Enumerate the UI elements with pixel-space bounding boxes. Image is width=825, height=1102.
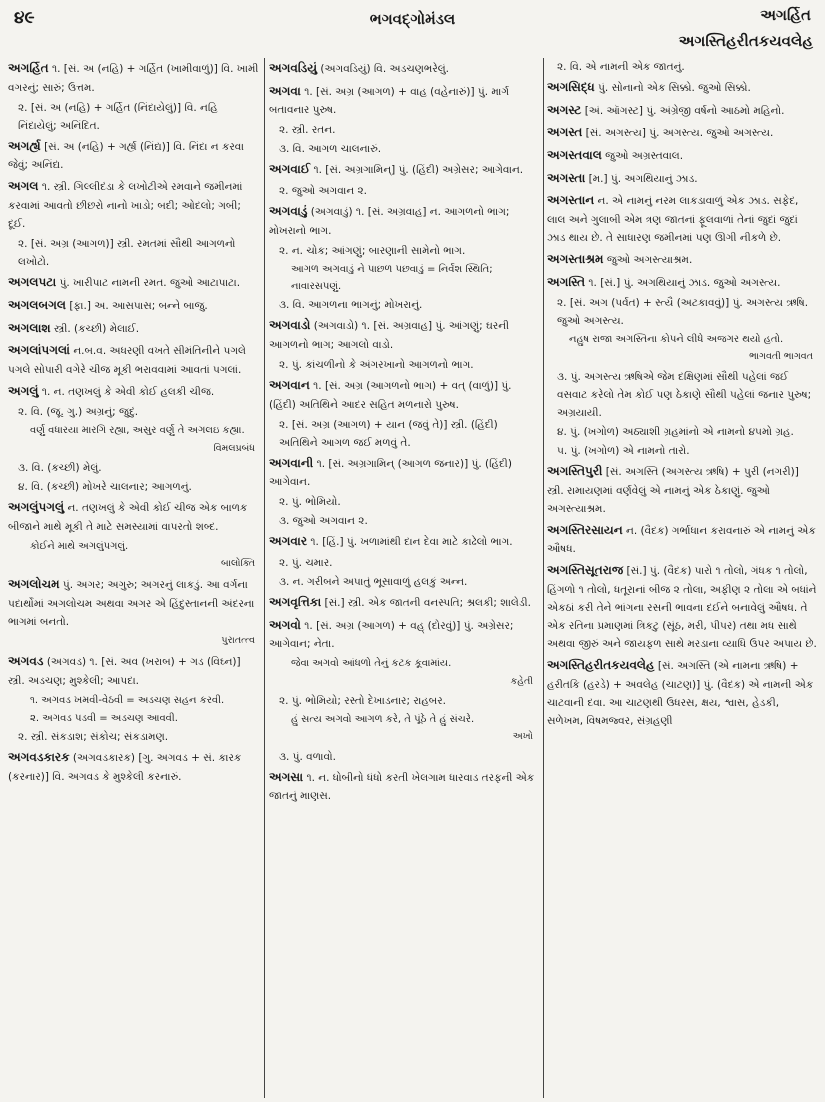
- definition-text: જુઓ અગસ્ત્યાશ્રમ.: [606, 253, 693, 266]
- definition-text: જુઓ અગ્રસ્તવાલ.: [605, 149, 684, 162]
- sense-line: ૨. [સં. અગ્ર (આગળ)] સ્ત્રી. રમતમાં સૌથી આગળનો લખોટો.: [18, 238, 236, 269]
- definition-text: [સં.] પું. (વૈદક) પારો ૧ તોલો, ગંધક ૧ તોલો, હિંગળો ૧ તોલો, ધતૂરાનાં બીજ ૨ તોલા, અફીણ ૨ તોલા એ બધાંને એકઠાં કરી તેને ભાંગના રસની ભાવના દઈને બનાવેલું ઔષધ. તે એક રતિના પ્રમાણમાં ત્રિકટુ (સૂંઠ, મરી, પીપર) તથા મધ સાથે અથવા જીરું અને જાયફળ સાથે મરડાના વ્યાધિ ઉપર અપાય છે.: [547, 565, 817, 651]
- headword: અગર્હ્ય: [8, 138, 41, 153]
- definition-text: [સં. અગસ્તિ (અગસ્ત્ય ઋષિ) + પુરી (નગરી)] સ્ત્રી. રામાયણમાં વર્ણવેલું એ નામનું એક ઠેકાણું. જુઓ અગસ્ત્યાશ્રમ.: [547, 465, 799, 515]
- sense-line: ૨. સ્ત્રી. સંકડાશ; સંકોચ; સંકડામણ.: [18, 731, 169, 744]
- definition-text: ન. એ નામનું નરમ લાકડાવાળું એક ઝાડ. સફેદ, લાલ અને ગુલાબી એમ ત્રણ જાતનાં ફૂલવાળાં તેનાં જુદાં જુદાં ઝાડ થાય છે. તે સાધારણ જમીનમાં પણ ઊગી નીકળે છે.: [547, 195, 799, 244]
- headword: અગવડ: [8, 654, 44, 669]
- sense-line: ૨. વિ. (જૂ. ગુ.) અગ્રનું; જુદું.: [18, 406, 139, 419]
- sense-line: ૨. સ્ત્રી. રતન.: [279, 124, 336, 137]
- headword: અગલુંપગલું: [8, 500, 65, 515]
- headword: અગસિદ્ધ: [547, 80, 595, 95]
- definition-text: [સં. અ (નહિ) + ગર્હ્ય (નિંદ્ય)] વિ. નિંદા ન કરવા જેવું; અનિંદ્ય.: [8, 140, 244, 172]
- headword: અગસ્તિહરીતકયવલેહ: [547, 658, 655, 673]
- sense-line: ૨. પું. ચમાર.: [279, 557, 333, 570]
- definition-text: ૧. [સં. અગ્ર (આગળ) + વહ્ (દોરવું)] પું. અગ્રેસર; આગેવાન; નેતા.: [269, 619, 514, 651]
- definition-text: ૧. [સં. અ (નહિ) + ગર્હિત (ખામીવાળું)] વિ. ખામી વગરનું; સારું; ઉત્તમ.: [8, 63, 259, 94]
- headword: અગવૃત્તિકા: [269, 595, 322, 610]
- definition-text: [ફા.] અ. આસપાસ; બન્ને બાજુ.: [69, 299, 208, 312]
- definition-text: ન. (વૈદક) ગર્ભાધાન કરાવનારું એ નામનું એક ઔષધ.: [547, 524, 816, 556]
- dictionary-entry: [269, 81, 537, 120]
- definition-text: [મ.] પું. અગથિયાનું ઝાડ.: [588, 172, 698, 185]
- headword: અગસ્ત: [547, 125, 583, 140]
- headword: અગલું: [8, 383, 39, 398]
- headword: અગસ્ટ: [547, 102, 582, 117]
- headword: અગર્હિત: [8, 61, 49, 75]
- headword: અગવાર: [269, 534, 308, 549]
- column-1: [8, 58, 259, 1098]
- definition-text: પું. ખારીપાટ નામની રમત. જુઓ આટાપાટા.: [59, 277, 241, 290]
- sense-line: ૨. વિ. એ નામની એક જાતનું.: [557, 61, 685, 73]
- definition-text: ૧. સ્ત્રી. ગિલ્લીદંડા કે લખોટીએ રમવાને જમીનમાં કરવામાં આવતો છીછરો નાનો ખાડો; બદી; ઓદલો; ગબી; દૂઈ.: [8, 181, 243, 231]
- dictionary-entry: [547, 520, 817, 559]
- definition-text: ૧. [સં. અગ્રગામિન્] પું. (હિંદી) અગ્રેસર; આગેવાન.: [313, 164, 524, 177]
- sense-line: ૩. વિ. આગળ ચાલનારું.: [279, 143, 382, 156]
- headword: અગસ્તાન: [547, 193, 595, 208]
- quote-source: કહેતી: [510, 675, 533, 687]
- definition-text: સ્ત્રી. (કચ્છી) મેલાઈ.: [54, 322, 140, 335]
- headword: અગસ્તા: [547, 170, 586, 185]
- example-quote: જેવા અગવો આંધળો તેનું કટક કૂવામાંય.: [291, 658, 452, 670]
- definition-text: ૧. [સં. અગ્રગામિન્ (આગળ જનાર)] પું. (હિંદી) આગેવાન.: [269, 457, 512, 489]
- headword: અગલપટા: [8, 275, 57, 290]
- sense-line: ૩. જુઓ અગવાન ૨.: [279, 515, 368, 528]
- dictionary-entry: [8, 381, 259, 402]
- headword: અગસ્તાશ્રમ: [547, 251, 604, 266]
- dictionary-entry: [8, 318, 259, 339]
- definition-text: પું. સોનાનો એક સિક્કો. જુઓ સિક્કો.: [598, 82, 751, 95]
- dictionary-entry: [8, 58, 259, 97]
- headword: અગલાંપગલાં: [8, 343, 70, 358]
- dictionary-entry: [8, 136, 259, 175]
- column-2: [269, 58, 537, 1098]
- dictionary-entry: [8, 295, 259, 316]
- headword: અગવડિયું: [269, 61, 318, 75]
- sense-line: ૩. ન. ગરીબને અપાતું ભૂસાવાળું હલકું અન્ન.: [279, 576, 468, 589]
- dictionary-entry: [269, 159, 537, 180]
- guide-word-last: અગસ્તિહરીતકયવલેહ: [678, 32, 813, 50]
- sense-line: ૩. વિ. આગળના ભાગનું; મોખરાનું.: [279, 299, 423, 312]
- headword: અગસ્તિસૂતરાજ: [547, 563, 624, 578]
- headword: અગવાઈ: [269, 162, 311, 177]
- example-quote: નહુષ રાજા અગસ્તિના કોપને લીધે અજગર થયો હતો.: [569, 334, 784, 346]
- dictionary-entry: [8, 176, 259, 233]
- definition-text: [અં. ઑગસ્ટ] પું. અંગ્રેજી વર્ષનો આઠમો મહિનો.: [584, 104, 785, 117]
- dictionary-entry: [8, 340, 259, 379]
- quote-source: બાલોક્તિ: [221, 557, 255, 569]
- definition-text: ૧. [હિં.] પું. ખળામાંથી દાન દેવા માટે કાઢેલો ભાગ.: [310, 536, 513, 549]
- definition-text: ૧. [સં. અગ્ર (આગળ) + વાહ (વહેનારું)] પું. માર્ગ બતાવનાર પુરુષ.: [269, 85, 510, 117]
- quote-source: વિમલપ્રબંધ: [213, 442, 255, 454]
- dictionary-entry: [8, 747, 259, 786]
- headword: અગસ્તિપુરી: [547, 463, 603, 478]
- definition-text: ન.બ.વ. અધરણી વખતે સીમંતિનીને પગલે પગલે સોપારી વગેરે ચીજ મૂકી ભરાવવામાં આવતાં પગલાં.: [8, 345, 246, 376]
- definition-text: [સં.] સ્ત્રી. એક જાતની વનસ્પતિ; શ્રલકી; શાલેડી.: [324, 597, 531, 610]
- sense-line: ૩. પું. અગસ્ત્ય ઋષિએ જેમ દક્ષિણમાં સૌથી પહેલાં જઈ વસવાટ કરેલો તેમ કોઈ પણ ઠેકાણે સૌથી પહેલાં જનાર પુરુષ; અગ્રયાયી.: [557, 370, 812, 419]
- quote-source: પુરાતત્ત્વ: [221, 634, 255, 646]
- definition-text: ૧. ન. તણખલું કે એવી કોઈ હલકી ચીજ.: [41, 385, 215, 398]
- dictionary-entry: [269, 615, 537, 654]
- headword: અગવાની: [269, 455, 314, 470]
- example-quote: કોઈને માથે અગલુંપગલું.: [30, 540, 129, 552]
- headword: અગવાન: [269, 377, 310, 392]
- quote-source: અખો: [512, 731, 533, 743]
- definition-text: (અગવડકારક) [ગુ. અગવડ + સં. કારક (કરનાર)] વિ. અગવડ કે મુશ્કેલી કરનારું.: [8, 752, 242, 784]
- definition-text: (અગવડ) ૧. [સં. અવ (ખરાબ) + ગડ (વિઘ્ન)] સ્ત્રી. અડચણ; મુશ્કેલી; આપદા.: [8, 656, 241, 687]
- dictionary-entry: [547, 122, 817, 143]
- sense-line: ૨. પું. ભોમિયો; રસ્તો દેખાડનાર; રાહબર.: [279, 694, 446, 707]
- definition-text: (અગવડિયું) વિ. અડચણભરેલું.: [320, 63, 450, 75]
- sense-line: ૫. પું. (ખગોળ) એ નામનો તારો.: [557, 444, 690, 457]
- sense-line: ૩. પું. વળાવો.: [279, 750, 336, 763]
- dictionary-entry: [8, 497, 259, 536]
- page-number: ૪૯: [14, 8, 35, 28]
- sense-line: ૨. પું. કાંચળીનો કે અંગરખાનો આગળનો ભાગ.: [279, 358, 474, 371]
- dictionary-entry: [547, 77, 817, 98]
- definition-text: (અગવાડો) ૧. [સં. અગ્રવાહ] પું. આંગણું; ઘરની આગળનો ભાગ; આગલો વાડો.: [269, 320, 510, 351]
- definition-text: ન. તણખલું કે એવી કોઈ ચીજ એક બાળક બીજાને માથે મૂકી તે માટે સમસ્યામાં વાપરતો શબ્દ.: [8, 502, 248, 533]
- definition-text: ૧. ન. ધોબીનો ધંધો કરતી ખેલગામ ધારવાડ તરફની એક જાતનું માણસ.: [269, 771, 535, 803]
- headword: અગસ્તિ: [547, 274, 586, 289]
- definition-text: [સં. અગસ્તિ (એ નામના ઋષિ) + હરીતકિ (હરડે) + અવલેહ (ચાટણ)] પું. (વૈદક) એ નામની એક ચાટવાની દવા. આ ચાટણથી ઉધરસ, ક્ષય, શ્વાસ, હેડકી, સળેખમ, વિષમજ્વર, સંગ્રહણી: [547, 660, 814, 727]
- dictionary-entry: [269, 767, 537, 806]
- headword: અગવાડું: [269, 204, 308, 219]
- dictionary-entry: [547, 461, 817, 518]
- dictionary-entry: [269, 315, 537, 354]
- dictionary-entry: [269, 201, 537, 240]
- dictionary-entry: [547, 100, 817, 121]
- example-quote: ૧. અગવડ ખમવી-વેઠવી = અડચણ સહન કરવી.: [30, 694, 225, 706]
- dictionary-entry: [547, 168, 817, 189]
- example-quote: વર્ણુ વધારયા મારગિ રહ્યા, અસુર વર્ણુ તે અગલઇ કહ્યા.: [30, 425, 245, 437]
- definition-text: (અગવાડું) ૧. [સં. અગ્રવાહ] ન. આગળનો ભાગ; મોખરાનો ભાગ.: [269, 206, 510, 237]
- dictionary-entry: [8, 651, 259, 690]
- sense-line: ૨. [સં. અ (નહિ) + ગર્હિત (નિંદાયેલું)] વિ. નહિ નિંદાયેલું; અનિંદિત.: [18, 101, 218, 132]
- headword: અગલાશ: [8, 320, 51, 335]
- example-quote: ૨. અગવડ પડવી = અડચણ આવવી.: [30, 713, 178, 725]
- dictionary-entry: [547, 190, 817, 247]
- dictionary-entry: [547, 145, 817, 166]
- dictionary-entry: [269, 58, 537, 79]
- sense-line: ૩. વિ. (કચ્છી) મેલું.: [18, 461, 102, 474]
- example-quote: આગળ અગવાડું ને પાછળ પછવાડું = નિર્વંશ સ્થિતિ; નાવારસપણું.: [291, 263, 493, 292]
- headword: અગવડકારક: [8, 750, 70, 765]
- quote-source: ભાગવતી ભાગવત: [749, 351, 813, 363]
- headword: અગવાડો: [269, 318, 311, 333]
- headword: અગવો: [269, 617, 301, 632]
- dictionary-entry: [269, 531, 537, 552]
- example-quote: હું સત્ય અગવો આગળ કરે, તે પૂંઠે તે હું સંચરે.: [291, 714, 475, 726]
- sense-line: ૪. પું. (ખગોળ) અઠ્યાશી ગ્રહમાંનો એ નામનો ૪૫મો ગ્રહ.: [557, 425, 794, 438]
- headword: અગસ્તવાલ: [547, 147, 602, 162]
- dictionary-entry: [547, 249, 817, 270]
- headword: અગસા: [269, 769, 304, 784]
- dictionary-entry: [547, 272, 817, 293]
- dictionary-entry: [269, 375, 537, 414]
- dictionary-entry: [8, 574, 259, 631]
- sense-line: ૪. વિ. (કચ્છી) મોખરે ચાલનાર; આગળનું.: [18, 481, 192, 494]
- sense-line: ૨. પું. ભોમિયો.: [279, 496, 341, 509]
- dictionary-entry: [269, 592, 537, 613]
- headword: અગલબગલ: [8, 297, 66, 312]
- definition-text: [સં. અગસ્ત્ય] પું. અગસ્ત્ય. જુઓ અગસ્ત્ય.: [585, 127, 774, 140]
- running-title: ભગવદ્ગોમંડલ: [369, 10, 456, 28]
- sense-line: ૨. [સં. અગ (પર્વત) + સ્ત્યૈ (અટકાવવું)] પું. અગસ્ત્ય ઋષિ. જુઓ અગસ્ત્ય.: [557, 297, 809, 328]
- headword: અગલોચમ: [8, 577, 60, 592]
- sense-line: ૨. [સં. અગ્ર (આગળ) + યાન (જવું તે)] સ્ત્રી. (હિંદી) અતિથિને આગળ જઈ મળવું તે.: [279, 418, 498, 449]
- dictionary-entry: [269, 453, 537, 492]
- dictionary-entry: [8, 272, 259, 293]
- sense-line: ૨. જુઓ અગવાન ૨.: [279, 185, 367, 198]
- definition-text: ૧. [સં.] પું. અગથિયાનું ઝાડ. જુઓ અગસ્ત્ય.: [588, 276, 781, 289]
- column-3: [547, 58, 817, 1098]
- dictionary-entry: [547, 560, 817, 653]
- guide-word-first: અગર્હિત: [760, 6, 811, 24]
- sense-line: ૨. ન. ચોક; આંગણું; બારણાની સામેનો ભાગ.: [279, 244, 466, 257]
- definition-text: પું. અગર; અગુરુ; અગરનું લાકડું. આ વર્ગના પદાર્થોમાં અગલોચમ અથવા અગર એ હિંદુસ્તાનની અંદરના ભાગમાં બનતો.: [8, 579, 255, 628]
- headword: અગવા: [269, 83, 301, 98]
- headword: અગલ: [8, 179, 39, 194]
- headword: અગસ્તિરસાયન: [547, 522, 623, 537]
- page-header: [0, 0, 825, 58]
- dictionary-entry: [547, 655, 817, 730]
- definition-text: ૧. [સં. અગ્ર (આગળનો ભાગ) + વત્ (વાળું)] પું. (હિંદી) અતિથિને આદર સહિત મળનારો પુરુષ.: [269, 379, 512, 411]
- dictionary-columns: [8, 58, 820, 1098]
